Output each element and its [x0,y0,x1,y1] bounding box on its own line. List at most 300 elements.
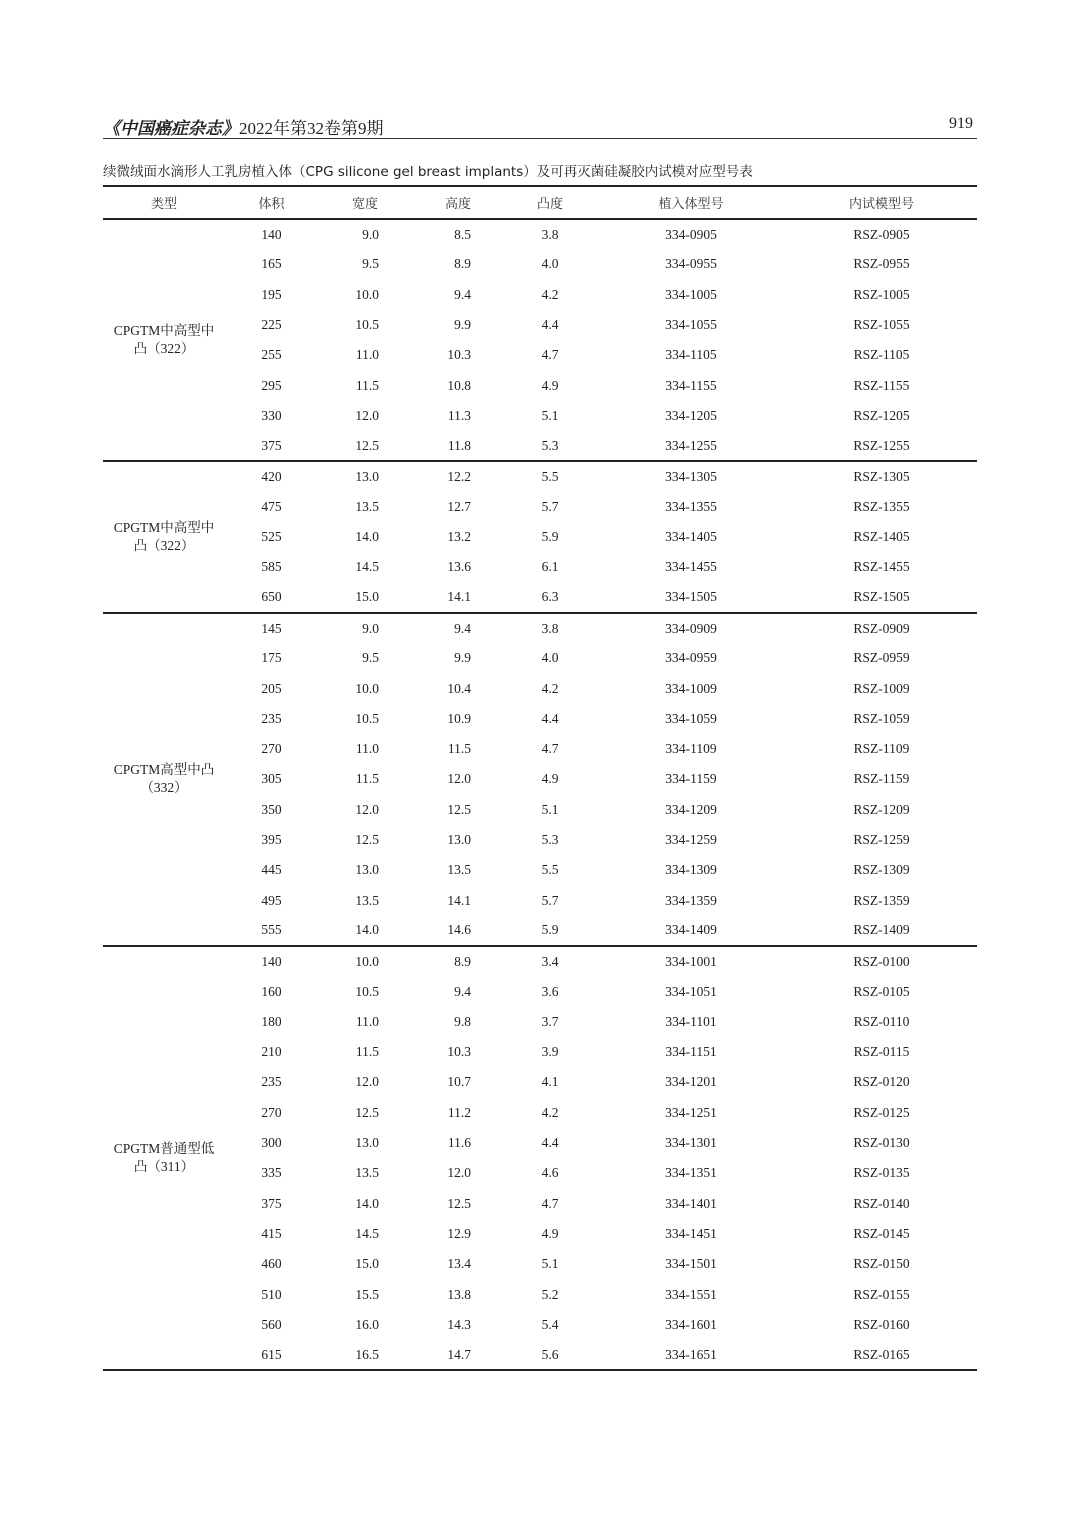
cell-height [412,340,504,370]
cell-sizer-model [786,552,977,582]
col-header-width: 宽度 [318,186,412,219]
cell-implant-model [596,583,786,613]
cell-width [318,1249,412,1279]
cell-volume [225,795,318,825]
cell-implant-model-value: 334-1351 [665,1165,717,1181]
cell-height-value: 10.4 [447,680,471,696]
cell-sizer-model-value: RSZ-0110 [853,1013,910,1029]
cell-width [318,886,412,916]
cell-volume [225,431,318,461]
cell-sizer-model-value: RSZ-1409 [853,922,910,938]
cell-volume-value: 350 [261,801,282,817]
cell-width [318,916,412,946]
cell-projection-value: 5.3 [541,832,559,848]
cell-volume-value: 460 [261,1256,282,1272]
cell-volume [225,552,318,582]
cell-width [318,583,412,613]
cell-width [318,1007,412,1037]
table-row [103,522,977,552]
table-row [103,1249,977,1279]
cell-volume [225,1340,318,1370]
table-row [103,946,977,976]
cell-width [318,855,412,885]
cell-sizer-model-value: RSZ-1059 [853,710,910,726]
cell-sizer-model [786,916,977,946]
cell-projection [504,976,596,1006]
cell-implant-model-value: 334-1209 [665,801,717,817]
cell-height-value: 13.6 [447,559,471,575]
cell-projection [504,886,596,916]
cell-implant-model-value: 334-1651 [665,1346,717,1362]
cell-width [318,340,412,370]
cell-sizer-model-value: RSZ-0140 [853,1195,910,1211]
cell-width [318,1310,412,1340]
cell-width [318,280,412,310]
cell-height [412,916,504,946]
cell-sizer-model-value: RSZ-0955 [853,256,910,272]
cell-sizer-model [786,764,977,794]
cell-implant-model [596,1067,786,1097]
cell-height [412,583,504,613]
cell-height [412,1310,504,1340]
cell-projection [504,825,596,855]
cell-sizer-model-value: RSZ-1505 [853,589,910,605]
cell-width-value: 12.5 [355,1104,379,1120]
cell-sizer-model [786,1249,977,1279]
cell-height [412,249,504,279]
cell-width [318,673,412,703]
cell-width-value: 10.0 [355,286,379,302]
cell-implant-model [596,522,786,552]
group-type-label: CPGTM中高型中凸（322） [113,520,215,554]
cell-implant-model-value: 334-1309 [665,862,717,878]
group-type-cell [103,219,225,461]
cell-sizer-model [786,492,977,522]
cell-sizer-model-value: RSZ-0145 [853,1225,910,1241]
cell-implant-model-value: 334-1059 [665,710,717,726]
cell-volume [225,1128,318,1158]
cell-projection [504,734,596,764]
cell-projection-value: 5.6 [541,1346,559,1362]
cell-height-value: 10.8 [447,377,471,393]
cell-volume-value: 330 [261,407,282,423]
cell-volume-value: 145 [261,620,282,636]
cell-projection [504,1310,596,1340]
cell-projection [504,1249,596,1279]
col-header-volume: 体积 [225,186,318,219]
cell-width-value: 14.0 [355,922,379,938]
cell-projection [504,613,596,643]
cell-implant-model [596,340,786,370]
cell-volume-value: 205 [261,680,282,696]
cell-sizer-model-value: RSZ-1355 [853,498,910,514]
cell-volume [225,613,318,643]
table-row [103,1037,977,1067]
cell-width [318,825,412,855]
cell-width-value: 12.0 [355,801,379,817]
cell-sizer-model [786,825,977,855]
cell-volume-value: 395 [261,832,282,848]
col-header-implant-model: 植入体型号 [596,186,786,219]
cell-width [318,1219,412,1249]
table-row [103,280,977,310]
cell-volume [225,673,318,703]
table-row [103,795,977,825]
cell-height-value: 8.9 [454,256,471,272]
cell-sizer-model [786,795,977,825]
cell-projection-value: 4.1 [541,1074,559,1090]
cell-width-value: 13.5 [355,498,379,514]
cell-volume-value: 295 [261,377,282,393]
cell-height [412,1340,504,1370]
cell-volume-value: 225 [261,317,282,333]
cell-projection-value: 5.1 [541,1256,559,1272]
cell-projection [504,643,596,673]
cell-projection-value: 4.7 [541,1195,559,1211]
cell-width [318,1067,412,1097]
cell-width-value: 13.5 [355,892,379,908]
cell-implant-model-value: 334-1551 [665,1286,717,1302]
cell-width-value: 14.5 [355,559,379,575]
cell-height [412,1249,504,1279]
cell-height [412,219,504,249]
cell-volume-value: 300 [261,1135,282,1151]
cell-implant-model [596,795,786,825]
cell-sizer-model-value: RSZ-0105 [853,983,910,999]
cell-projection [504,280,596,310]
cell-volume [225,916,318,946]
cell-height [412,401,504,431]
cell-projection [504,583,596,613]
cell-height [412,855,504,885]
cell-sizer-model-value: RSZ-1155 [853,377,910,393]
cell-height [412,492,504,522]
cell-implant-model-value: 334-1009 [665,680,717,696]
cell-implant-model [596,643,786,673]
cell-implant-model [596,370,786,400]
cell-height-value: 10.9 [447,710,471,726]
cell-sizer-model [786,734,977,764]
running-header [103,114,977,139]
cell-height-value: 13.5 [447,862,471,878]
cell-width [318,401,412,431]
cell-height [412,1279,504,1309]
cell-height-value: 12.7 [447,498,471,514]
cell-width [318,764,412,794]
cell-width [318,1037,412,1067]
cell-volume-value: 420 [261,469,282,485]
cell-implant-model [596,401,786,431]
cell-height-value: 14.3 [447,1316,471,1332]
cell-sizer-model-value: RSZ-1405 [853,529,910,545]
table-row [103,886,977,916]
cell-sizer-model-value: RSZ-1005 [853,286,910,302]
cell-implant-model-value: 334-1355 [665,498,717,514]
cell-width [318,1158,412,1188]
cell-projection-value: 3.7 [541,1013,559,1029]
cell-width-value: 11.0 [355,741,379,757]
cell-height-value: 9.8 [454,1013,471,1029]
cell-volume [225,340,318,370]
cell-width-value: 11.5 [355,771,379,787]
table-row [103,1310,977,1340]
cell-implant-model [596,310,786,340]
cell-volume [225,219,318,249]
cell-projection [504,401,596,431]
table-row [103,613,977,643]
cell-height [412,734,504,764]
cell-projection [504,1098,596,1128]
cell-projection-value: 4.2 [541,286,559,302]
cell-implant-model [596,886,786,916]
cell-volume [225,734,318,764]
cell-implant-model-value: 334-1251 [665,1104,717,1120]
cell-implant-model [596,1279,786,1309]
table-row [103,976,977,1006]
cell-height-value: 14.6 [447,922,471,938]
cell-height [412,825,504,855]
cell-height-value: 9.4 [454,983,471,999]
cell-sizer-model [786,1067,977,1097]
cell-volume-value: 650 [261,589,282,605]
cell-width-value: 15.5 [355,1286,379,1302]
cell-projection-value: 4.6 [541,1165,559,1181]
cell-height-value: 12.5 [447,1195,471,1211]
cell-height-value: 12.0 [447,1165,471,1181]
cell-volume-value: 525 [261,529,282,545]
cell-width [318,461,412,491]
cell-width-value: 12.0 [355,407,379,423]
cell-projection-value: 4.9 [541,377,559,393]
cell-height-value: 13.4 [447,1256,471,1272]
cell-width [318,249,412,279]
cell-width-value: 12.0 [355,1074,379,1090]
cell-volume [225,1098,318,1128]
cell-implant-model [596,946,786,976]
cell-projection-value: 4.4 [541,317,559,333]
cell-sizer-model-value: RSZ-1259 [853,832,910,848]
table-row [103,461,977,491]
group-type-label: CPGTM高型中凸（332） [113,762,215,796]
cell-width [318,1279,412,1309]
cell-sizer-model [786,1340,977,1370]
table-row [103,370,977,400]
table-header-row [103,186,977,219]
cell-sizer-model [786,280,977,310]
table-row [103,1067,977,1097]
table-row [103,340,977,370]
cell-sizer-model-value: RSZ-1159 [853,771,910,787]
cell-height [412,461,504,491]
cell-implant-model-value: 334-1109 [665,741,717,757]
cell-implant-model [596,552,786,582]
cell-projection [504,522,596,552]
cell-implant-model-value: 334-1305 [665,469,717,485]
cell-volume-value: 195 [261,286,282,302]
cell-sizer-model [786,1007,977,1037]
implant-model-table [103,185,977,1371]
table-row [103,219,977,249]
cell-volume [225,583,318,613]
cell-volume [225,1279,318,1309]
cell-volume [225,280,318,310]
table-row [103,643,977,673]
cell-width-value: 13.5 [355,1165,379,1181]
table-row [103,764,977,794]
cell-width-value: 10.5 [355,317,379,333]
cell-width-value: 11.0 [355,1013,379,1029]
cell-volume-value: 495 [261,892,282,908]
cell-height-value: 8.9 [454,953,471,969]
cell-sizer-model-value: RSZ-0100 [853,953,910,969]
cell-projection [504,219,596,249]
cell-projection [504,1128,596,1158]
cell-sizer-model [786,1310,977,1340]
table-row [103,734,977,764]
cell-width [318,1098,412,1128]
cell-sizer-model [786,1279,977,1309]
col-header-sizer-model: 内试模型号 [786,186,977,219]
cell-projection-value: 4.7 [541,741,559,757]
cell-width [318,976,412,1006]
cell-width-value: 11.5 [355,1044,379,1060]
cell-height [412,673,504,703]
table-row [103,249,977,279]
cell-volume [225,825,318,855]
cell-projection [504,1037,596,1067]
cell-volume-value: 585 [261,559,282,575]
group-type-cell [103,946,225,1370]
table-row [103,855,977,885]
cell-projection [504,1007,596,1037]
cell-sizer-model [786,946,977,976]
cell-sizer-model-value: RSZ-1455 [853,559,910,575]
cell-height-value: 13.2 [447,529,471,545]
cell-height [412,764,504,794]
cell-height [412,704,504,734]
cell-implant-model-value: 334-1159 [665,771,717,787]
cell-height [412,1098,504,1128]
cell-sizer-model-value: RSZ-1055 [853,317,910,333]
cell-width-value: 11.0 [355,347,379,363]
cell-sizer-model [786,522,977,552]
cell-projection [504,370,596,400]
cell-width-value: 13.0 [355,469,379,485]
cell-sizer-model-value: RSZ-1105 [853,347,910,363]
cell-sizer-model-value: RSZ-1305 [853,469,910,485]
cell-width-value: 12.5 [355,437,379,453]
cell-implant-model-value: 334-1401 [665,1195,717,1211]
cell-implant-model-value: 334-1051 [665,983,717,999]
cell-volume [225,643,318,673]
cell-implant-model [596,916,786,946]
cell-implant-model [596,734,786,764]
cell-implant-model-value: 334-1151 [665,1044,717,1060]
cell-width-value: 10.0 [355,680,379,696]
cell-sizer-model [786,886,977,916]
cell-projection [504,1189,596,1219]
cell-volume-value: 560 [261,1316,282,1332]
cell-projection [504,946,596,976]
cell-projection-value: 6.1 [541,559,559,575]
cell-implant-model [596,1098,786,1128]
cell-projection [504,1340,596,1370]
table-body [103,219,977,1370]
cell-width [318,522,412,552]
cell-implant-model [596,461,786,491]
cell-implant-model [596,280,786,310]
cell-projection-value: 4.9 [541,771,559,787]
cell-width-value: 14.0 [355,1195,379,1211]
cell-height-value: 11.8 [447,437,471,453]
cell-implant-model-value: 334-1105 [665,347,717,363]
cell-height [412,613,504,643]
cell-implant-model [596,764,786,794]
cell-sizer-model-value: RSZ-0125 [853,1104,910,1120]
page-number: 919 [949,115,973,132]
cell-implant-model-value: 334-0909 [665,620,717,636]
cell-projection-value: 5.5 [541,469,559,485]
cell-volume [225,370,318,400]
cell-height [412,643,504,673]
cell-volume [225,249,318,279]
cell-height-value: 11.3 [447,407,471,423]
cell-projection-value: 4.4 [541,710,559,726]
cell-implant-model-value: 334-1301 [665,1135,717,1151]
cell-volume-value: 210 [261,1044,282,1060]
cell-volume-value: 375 [261,437,282,453]
cell-projection-value: 3.8 [541,226,559,242]
cell-sizer-model [786,1128,977,1158]
cell-volume-value: 255 [261,347,282,363]
cell-implant-model-value: 334-1409 [665,922,717,938]
cell-projection [504,431,596,461]
cell-width-value: 9.0 [362,226,379,242]
cell-implant-model [596,976,786,1006]
cell-height-value: 14.1 [447,589,471,605]
cell-sizer-model-value: RSZ-0959 [853,650,910,666]
cell-implant-model-value: 334-1359 [665,892,717,908]
cell-volume-value: 235 [261,1074,282,1090]
cell-volume-value: 445 [261,862,282,878]
cell-implant-model [596,1249,786,1279]
cell-projection-value: 4.2 [541,1104,559,1120]
cell-projection-value: 5.7 [541,892,559,908]
cell-height [412,1037,504,1067]
cell-volume [225,492,318,522]
cell-height [412,310,504,340]
cell-sizer-model [786,613,977,643]
cell-projection-value: 5.2 [541,1286,559,1302]
cell-height [412,280,504,310]
cell-sizer-model-value: RSZ-0135 [853,1165,910,1181]
cell-sizer-model [786,583,977,613]
cell-sizer-model [786,643,977,673]
cell-height [412,886,504,916]
cell-sizer-model-value: RSZ-1109 [853,741,910,757]
cell-sizer-model-value: RSZ-1205 [853,407,910,423]
cell-projection-value: 5.9 [541,922,559,938]
cell-volume-value: 140 [261,953,282,969]
table-caption: 续微绒面水滴形人工乳房植入体（CPG silicone gel breast implants）及可再灭菌硅凝胶内试模对应型号表 [103,164,753,180]
cell-height-value: 9.4 [454,286,471,302]
cell-height [412,1128,504,1158]
cell-projection [504,492,596,522]
cell-implant-model [596,431,786,461]
table-row [103,825,977,855]
cell-projection [504,855,596,885]
cell-implant-model [596,855,786,885]
